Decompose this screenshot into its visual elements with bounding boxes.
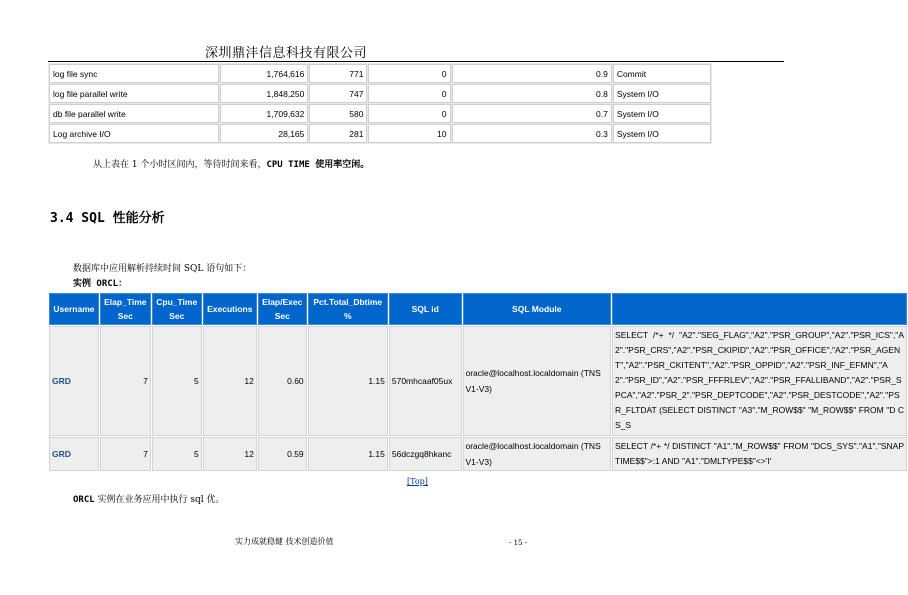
- sql-table: [48, 292, 908, 472]
- footer-slogan: 实力成就稳健 技术创造价值: [235, 537, 334, 546]
- event-name-cell: log file parallel write: [49, 84, 219, 103]
- col-cpu-time: Cpu_Time Sec: [152, 293, 202, 325]
- pct-dbtime-cell: 0.9: [452, 64, 612, 83]
- cpu-time-cell: 5: [152, 326, 202, 436]
- sql-table-header-row: [49, 293, 907, 325]
- pct-dbtime-cell: 0.7: [452, 104, 612, 123]
- waits-cell: 1,709,632: [220, 104, 308, 123]
- executions-cell: 12: [203, 326, 257, 436]
- time-cell: 747: [309, 84, 367, 103]
- col-pct-total: Pct.Total_Dbtime %: [308, 293, 388, 325]
- executions-cell: 12: [203, 437, 257, 471]
- waits-cell: 1,764,616: [220, 64, 308, 83]
- username-cell: GRD: [49, 437, 99, 471]
- col-sql-id: SQL id: [389, 293, 462, 325]
- elap-time-cell: 7: [100, 437, 151, 471]
- sql-intro: 数据库中应用解析持续时间 SQL 语句如下：: [73, 264, 252, 274]
- table-row: [49, 64, 711, 83]
- closing-emphasis: ORCL: [73, 495, 95, 505]
- time-cell: 771: [309, 64, 367, 83]
- avg-wait-cell: 0: [368, 104, 450, 123]
- time-cell: 580: [309, 104, 367, 123]
- col-elap-time: Elap_Time Sec: [100, 293, 151, 325]
- elap-time-cell: 7: [100, 326, 151, 436]
- pct-total-cell: 1.15: [308, 437, 388, 471]
- pct-dbtime-cell: 0.8: [452, 84, 612, 103]
- table-row: [49, 437, 907, 471]
- closing-note: [73, 492, 225, 505]
- col-sql-module: SQL Module: [463, 293, 612, 325]
- table-row: [49, 124, 711, 143]
- sql-id-cell: 570mhcaaf05ux: [389, 326, 462, 436]
- sql-text-cell: SELECT /*+ */ DISTINCT "A1"."M_ROW$$" FROM "DCS_SYS"."A1"."SNAPTIME$$">:1 AND "A1"."DMLTYPE$$"<>'I': [612, 437, 907, 471]
- instance-label: 实例 ORCL：: [73, 279, 128, 289]
- conclusion-prefix: 从上表在 1 个小时区间内，等待时间来看，: [93, 160, 267, 170]
- time-cell: 281: [309, 124, 367, 143]
- top-link[interactable]: [Top]: [407, 477, 428, 486]
- elap-exec-cell: 0.60: [258, 326, 307, 436]
- sql-module-cell: oracle@localhost.localdomain (TNS V1-V3): [463, 437, 612, 471]
- sql-table-container: [48, 292, 904, 472]
- elap-exec-cell: 0.59: [258, 437, 307, 471]
- sql-module-cell: oracle@localhost.localdomain (TNS V1-V3): [463, 326, 612, 436]
- table-row: [49, 104, 711, 123]
- col-elap-exec: Elap/Exec Sec: [258, 293, 307, 325]
- wait-class-cell: System I/O: [613, 84, 711, 103]
- wait-conclusion: [93, 157, 369, 170]
- cpu-time-cell: 5: [152, 437, 202, 471]
- waits-cell: 1,848,250: [220, 84, 308, 103]
- event-name-cell: db file parallel write: [49, 104, 219, 123]
- col-sql-text: [612, 293, 907, 325]
- sql-id-cell: 56dczgq8hkanc: [389, 437, 462, 471]
- event-name-cell: Log archive I/O: [49, 124, 219, 143]
- wait-events-table: [48, 63, 712, 144]
- wait-class-cell: Commit: [613, 64, 711, 83]
- conclusion-emphasis: CPU TIME 使用率空闲。: [266, 160, 370, 170]
- section-title: 3.4 SQL 性能分析: [50, 211, 165, 226]
- event-name-cell: log file sync: [49, 64, 219, 83]
- col-executions: Executions: [203, 293, 257, 325]
- sql-text-cell: SELECT /*+ */ "A2"."SEG_FLAG","A2"."PSR_GROUP","A2"."PSR_ICS","A2"."PSR_CRS","A2"."PSR_CKIPID","A2"."PSR_OFFICE","A2"."PSR_AGENT","A2"."PSR_CKITENT","A2"."PSR_OPPID","A2"."PSR_INF_EFMN","A2"."PSR_ID","A2"."PSR_FFFRLEV","A2"."PSR_FFALLIBAND","A2"."PSR_SPCA","A2"."PSR_2"."PSR_DEPTCODE","A2"."PSR_DESTCODE","A2"."PSR_FLTDAT (SELECT DISTINCT "A3"."M_ROW$$" "M_ROW$$" FROM "D CS_S: [612, 326, 907, 436]
- username-cell: GRD: [49, 326, 99, 436]
- page-number: - 15 -: [509, 539, 528, 547]
- wait-class-cell: System I/O: [613, 104, 711, 123]
- table-row: [49, 326, 907, 436]
- pct-dbtime-cell: 0.3: [452, 124, 612, 143]
- pct-total-cell: 1.15: [308, 326, 388, 436]
- table-row: [49, 84, 711, 103]
- avg-wait-cell: 10: [368, 124, 450, 143]
- avg-wait-cell: 0: [368, 84, 450, 103]
- avg-wait-cell: 0: [368, 64, 450, 83]
- company-name: 深圳鼎沣信息科技有限公司: [205, 46, 368, 61]
- closing-text: 实例在业务应用中执行 sql 优。: [94, 495, 225, 505]
- wait-class-cell: System I/O: [613, 124, 711, 143]
- col-username: Username: [49, 293, 99, 325]
- waits-cell: 28,165: [220, 124, 308, 143]
- header-divider: [48, 61, 784, 62]
